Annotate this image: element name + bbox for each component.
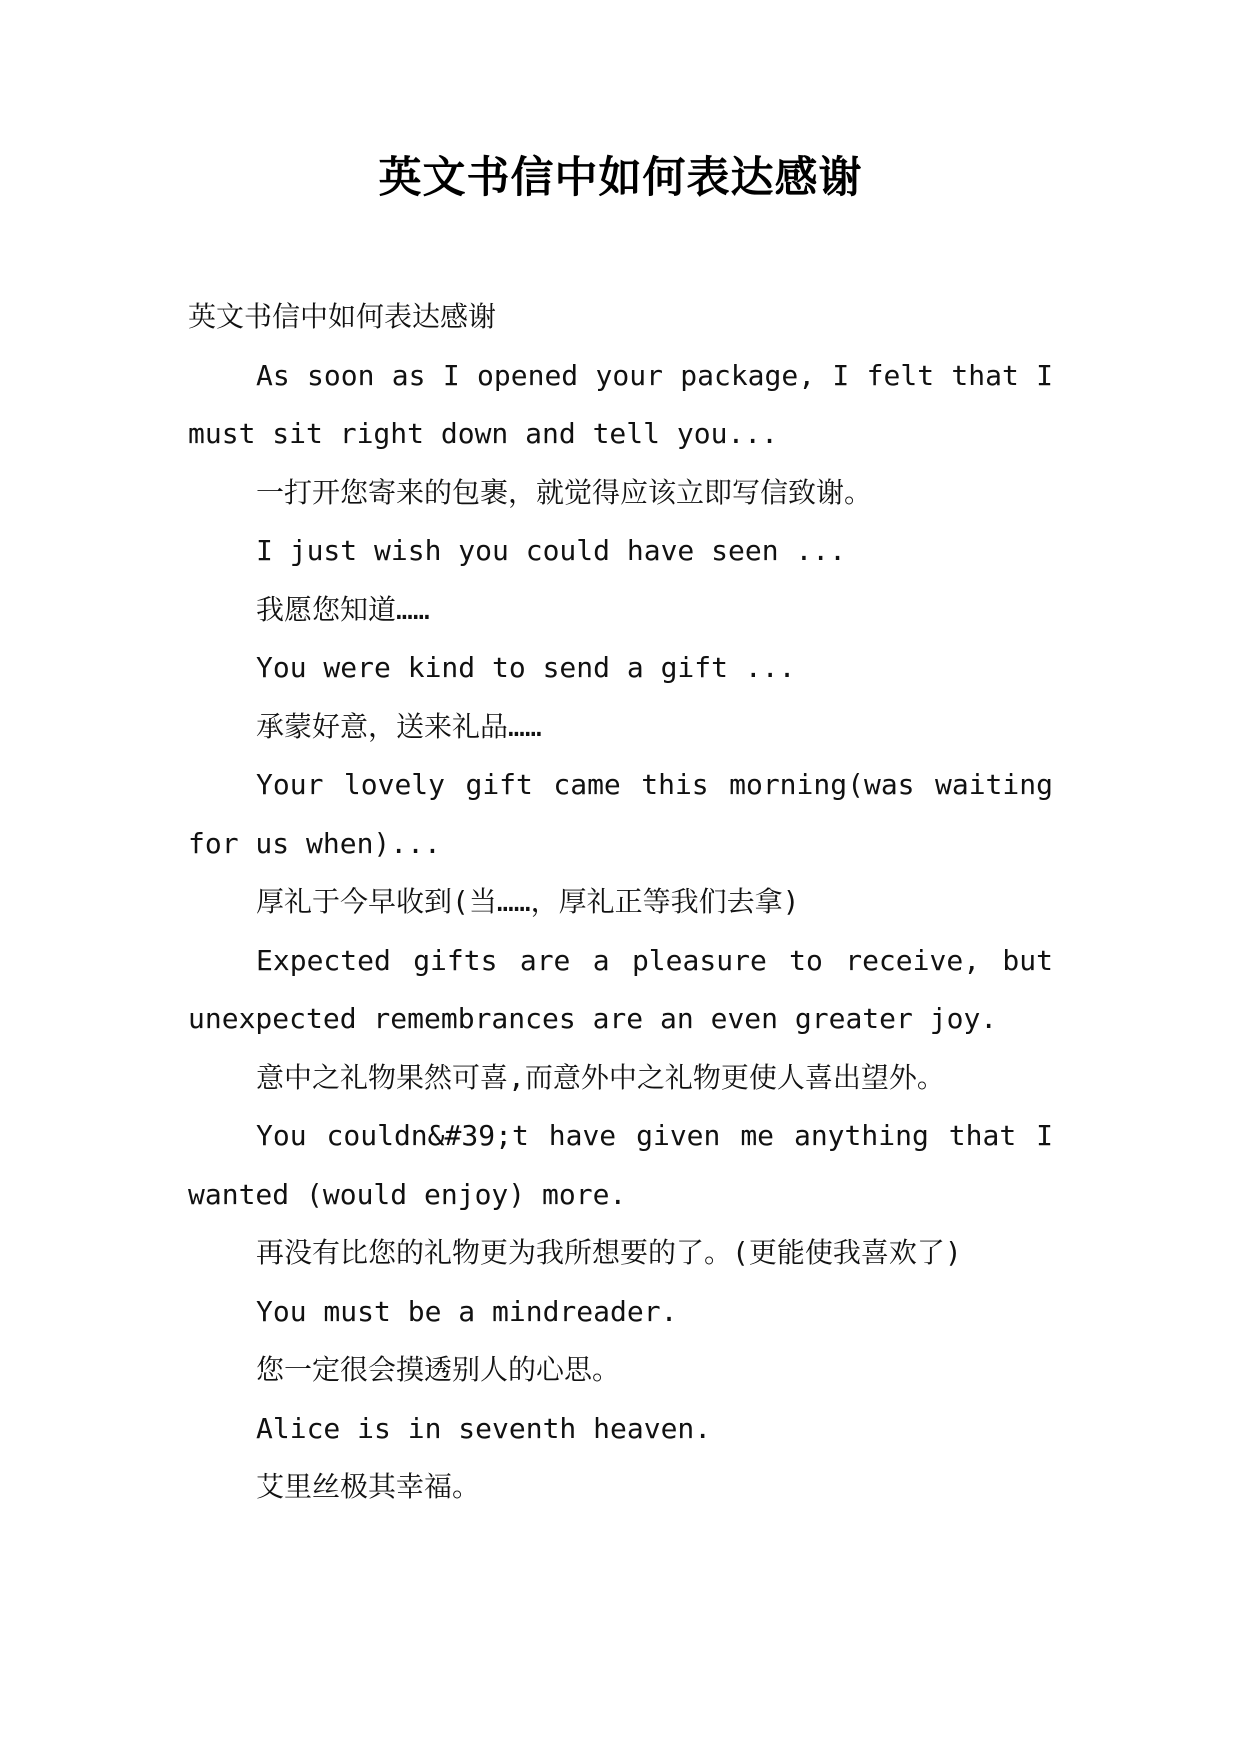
paragraph: Alice is in seventh heaven. — [256, 1411, 712, 1445]
paragraph: Expected gifts are a pleasure to receive, but unexpected remembrances are an even greater joy. — [188, 943, 1053, 1035]
paragraph: 承蒙好意，送来礼品…… — [256, 709, 542, 743]
paragraph: 您一定很会摸透别人的心思。 — [256, 1353, 621, 1386]
paragraph: 一打开您寄来的包裹，就觉得应该立即写信致谢。 — [256, 475, 873, 509]
paragraph: As soon as I opened your package, I felt that I must sit right down and tell you... — [188, 358, 1053, 450]
paragraph: Your lovely gift came this morning(was waiting for us when)... — [188, 768, 1053, 860]
paragraph: 意中之礼物果然可喜,而意外中之礼物更使人喜出望外。 — [256, 1060, 945, 1094]
paragraph: 英文书信中如何表达感谢 — [188, 300, 497, 333]
paragraph: You were kind to send a gift ... — [256, 651, 796, 684]
paragraph: You must be a mindreader. — [256, 1294, 678, 1328]
document-body — [188, 288, 1053, 1517]
paragraph: 我愿您知道…… — [256, 592, 430, 626]
paragraph: 再没有比您的礼物更为我所想要的了。(更能使我喜欢了) — [256, 1236, 962, 1269]
paragraph: I just wish you could have seen ... — [256, 534, 847, 567]
document-title: 英文书信中如何表达感谢 — [378, 153, 863, 203]
paragraph: 艾里丝极其幸福。 — [256, 1470, 481, 1503]
paragraph: You couldn&#39;t have given me anything that I wanted (would enjoy) more. — [188, 1119, 1053, 1211]
paragraph: 厚礼于今早收到(当……，厚礼正等我们去拿) — [256, 885, 800, 918]
